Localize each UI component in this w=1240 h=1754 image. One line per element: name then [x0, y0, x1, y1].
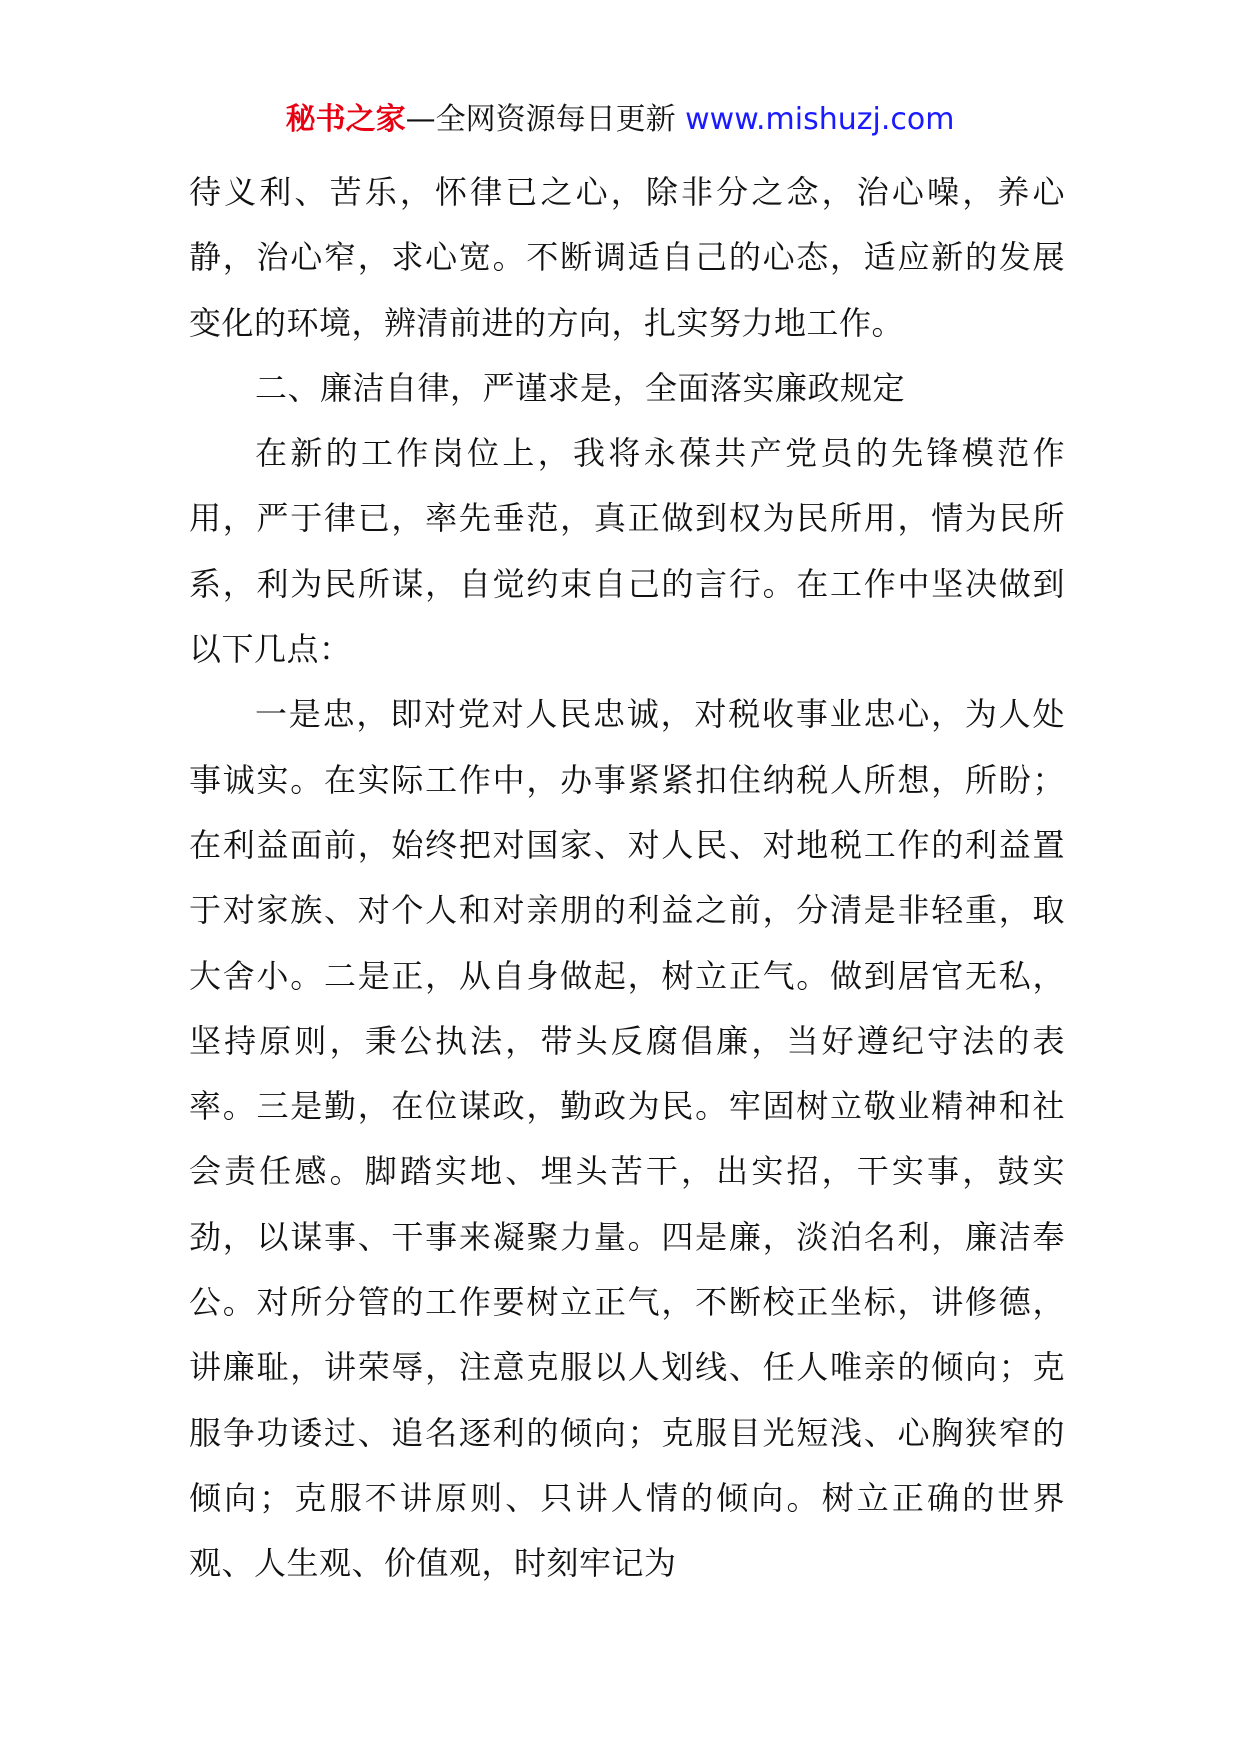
site-brand: 秘书之家 [285, 102, 406, 137]
site-header [0, 98, 1240, 142]
document-body [189, 160, 1065, 1597]
paragraph: 一是忠，即对党对人民忠诚，对税收事业忠心，为人处事诚实。在实际工作中，办事紧紧扣住纳税人所想，所盼；在利益面前，始终把对国家、对人民、对地税工作的利益置于对家族、对个人和对亲朋的利益之前，分清是非轻重，取大舍小。二是正，从自身做起，树立正气。做到居官无私，坚持原则，秉公执法，带头反腐倡廉，当好遵纪守法的表率。三是勤，在位谋政，勤政为民。牢固树立敬业精神和社会责任感。脚踏实地、埋头苦干，出实招，干实事，鼓实劲，以谋事、干事来凝聚力量。四是廉，淡泊名利，廉洁奉公。对所分管的工作要树立正气，不断校正坐标，讲修德，讲廉耻，讲荣辱，注意克服以人划线、任人唯亲的倾向；克服争功诿过、追名逐利的倾向；克服目光短浅、心胸狭窄的倾向；克服不讲原则、只讲人情的倾向。树立正确的世界观、人生观、价值观，时刻牢记为 [189, 695, 1065, 1583]
paragraph: 在新的工作岗位上，我将永葆共产党员的先锋模范作用，严于律已，率先垂范，真正做到权为民所用，情为民所系，利为民所谋，自觉约束自己的言行。在工作中坚决做到以下几点： [189, 434, 1065, 669]
site-url-link[interactable]: www.mishuzj.com [685, 102, 955, 137]
paragraph-continuation: 待义利、苦乐，怀律已之心，除非分之念，治心噪，养心静，治心窄，求心宽。不断调适自己的心态，适应新的发展变化的环境，辨清前进的方向，扎实努力地工作。 [189, 173, 1065, 342]
section-heading: 二、廉洁自律，严谨求是，全面落实廉政规定 [255, 368, 906, 407]
site-tagline: —全网资源每日更新 [405, 102, 686, 137]
